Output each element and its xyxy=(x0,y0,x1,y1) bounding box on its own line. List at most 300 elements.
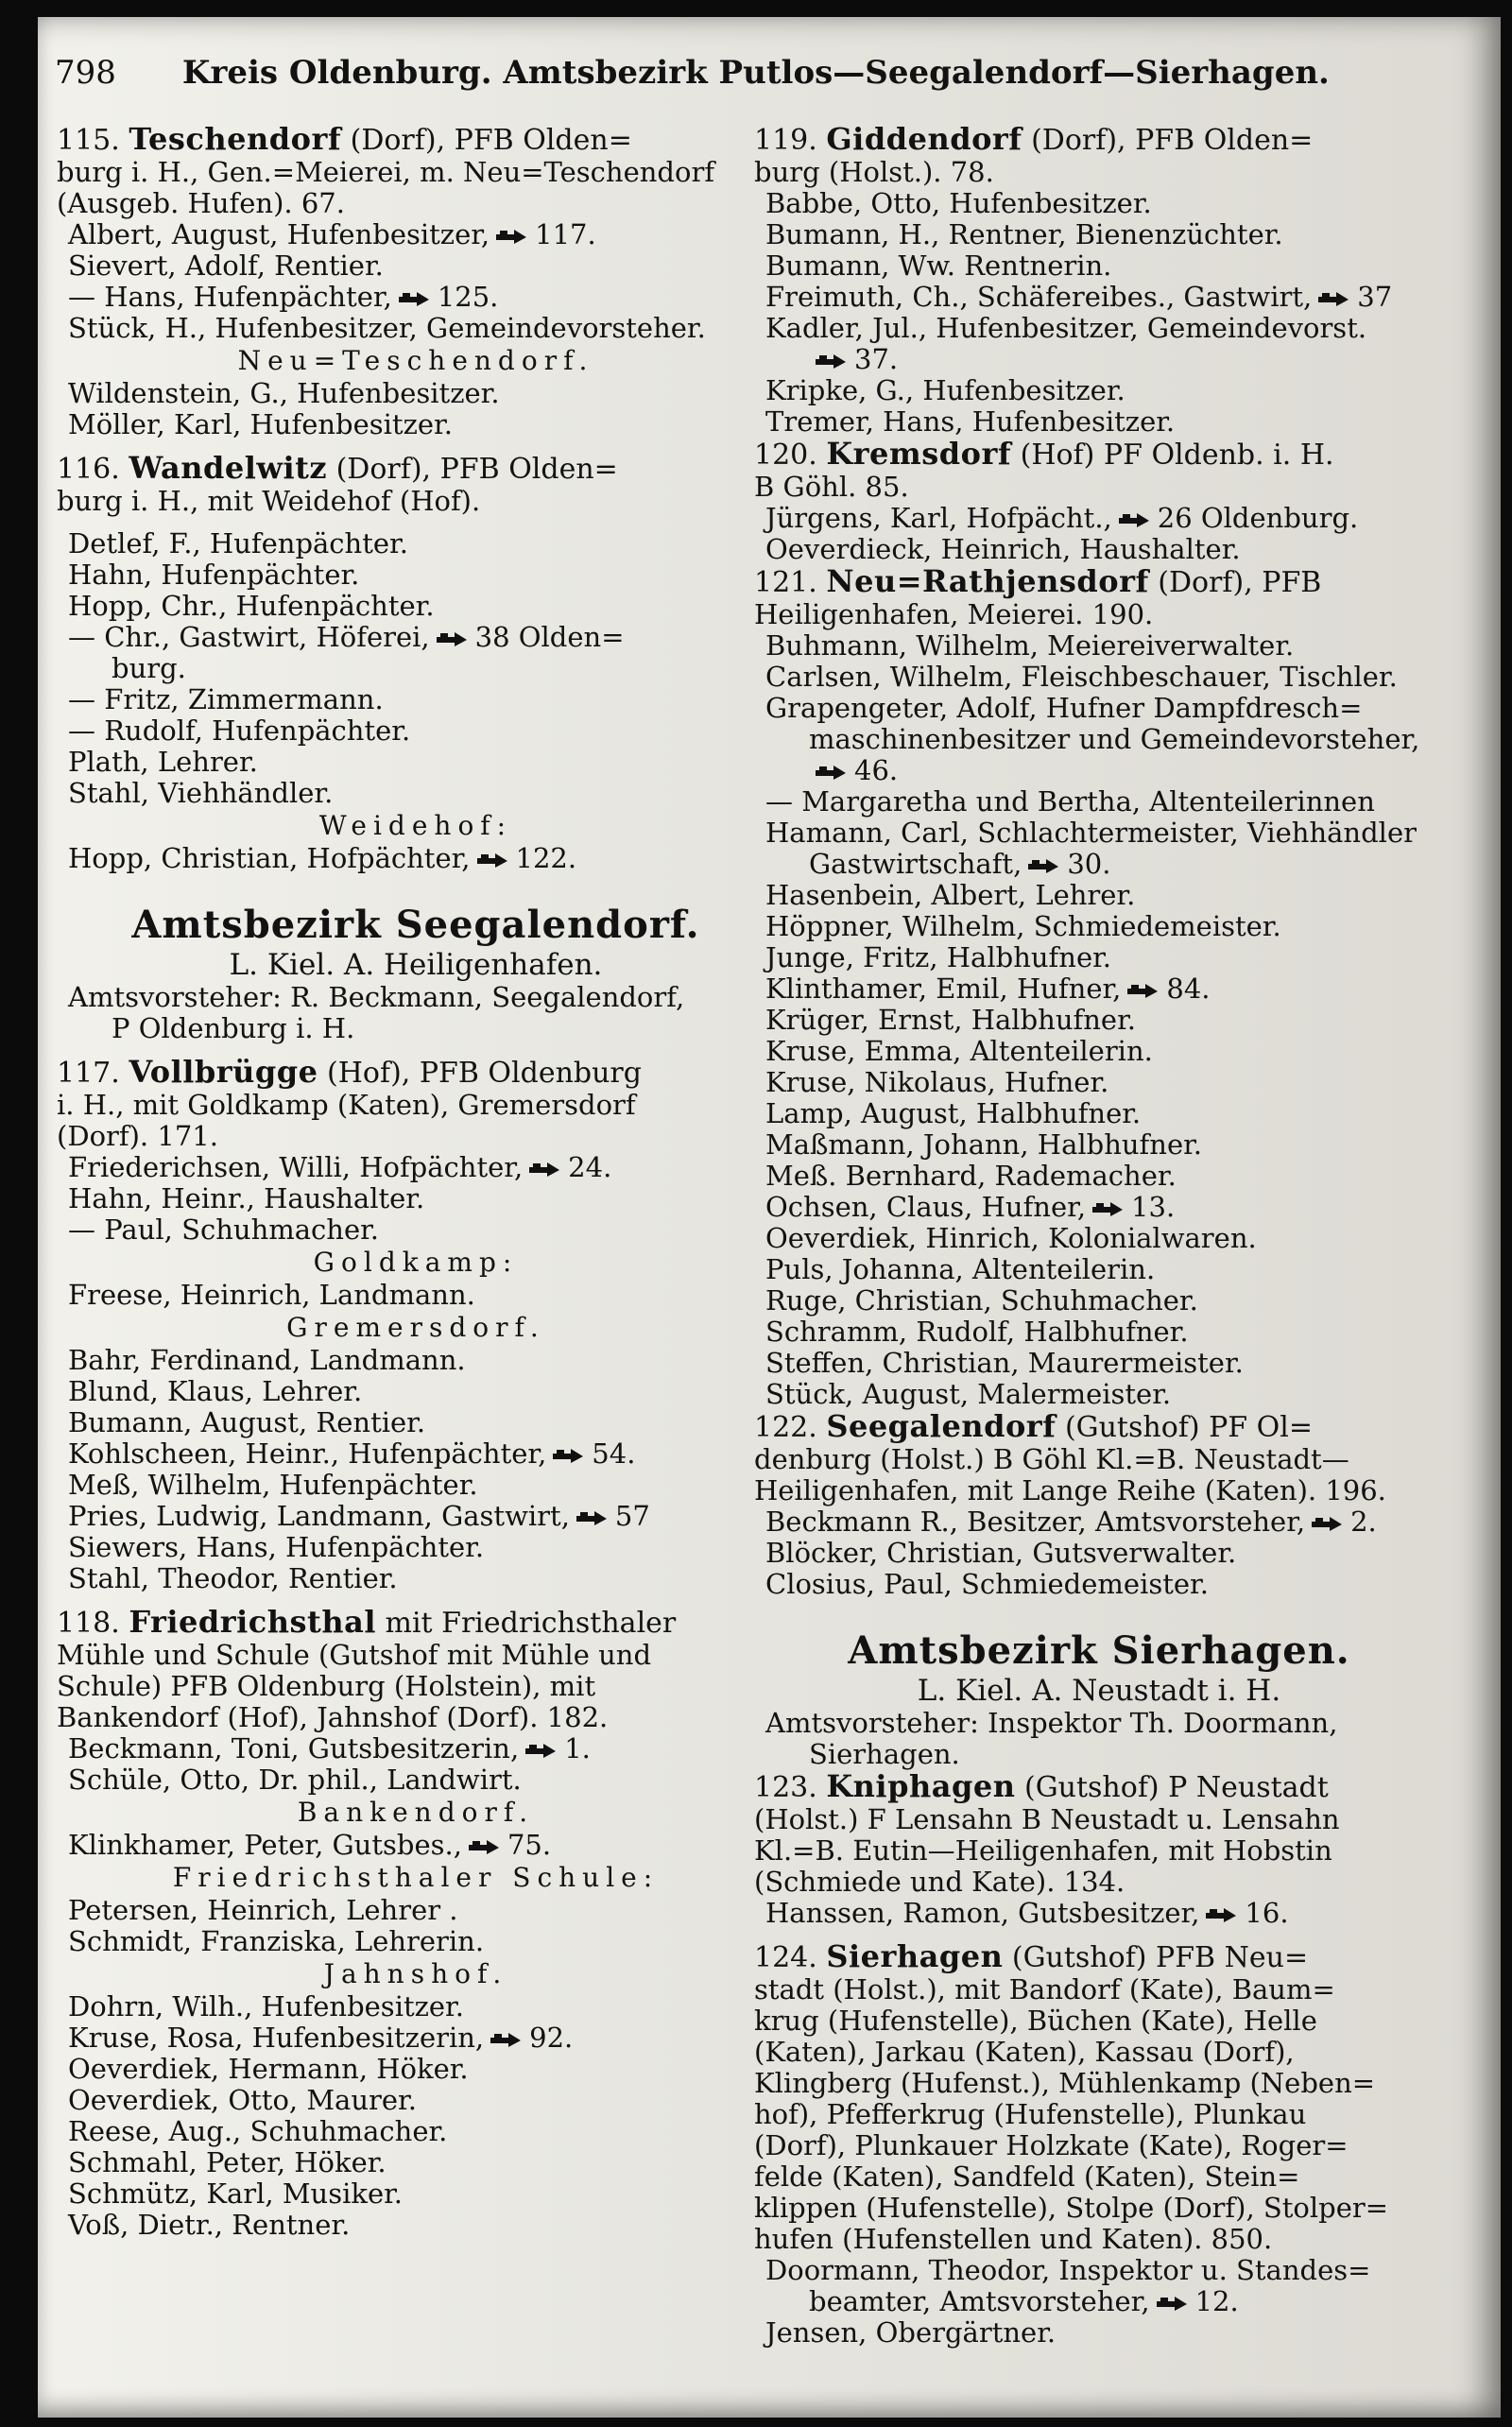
resident-text: — Chr., Gastwirt, Höferei, xyxy=(68,621,430,653)
text: burg i. H., Gen.=Meierei, m. Neu=Teschendorf xyxy=(57,156,715,188)
place-description: (Dorf), PFB Olden= xyxy=(341,124,632,157)
resident-text: Freimuth, Ch., Schäfereibes., Gastwirt, xyxy=(765,281,1313,313)
railway-reference: 84. xyxy=(1166,973,1211,1005)
resident-text: Gastwirtschaft, xyxy=(809,848,1022,880)
locality-subheading xyxy=(57,1246,775,1280)
page-header xyxy=(55,51,1330,96)
railway-station-icon xyxy=(1118,511,1150,528)
place-description: (Dorf), PFB xyxy=(1148,566,1322,599)
resident-entry xyxy=(754,344,1444,375)
resident-text: Siewers, Hans, Hufenpächter. xyxy=(68,1531,485,1563)
place-description-line xyxy=(754,1835,1444,1867)
resident-text: Maßmann, Johann, Halbhufner. xyxy=(765,1128,1203,1161)
place-description-line xyxy=(754,1867,1444,1898)
resident-entry xyxy=(754,1067,1444,1098)
district-heading xyxy=(754,1628,1444,1674)
text: Heiligenhafen, mit Lange Reihe (Katen). 196. xyxy=(754,1474,1386,1506)
resident-entry xyxy=(57,378,775,409)
resident-entry xyxy=(57,250,775,282)
railway-reference: 117. xyxy=(535,218,596,250)
resident-entry xyxy=(754,1192,1444,1223)
text: Jahnshof. xyxy=(323,1958,508,1989)
place-number: 119. xyxy=(754,124,827,157)
left-column xyxy=(57,123,775,2241)
text: B Göhl. 85. xyxy=(754,471,909,503)
resident-entry xyxy=(754,1254,1444,1285)
text: hufen (Hufenstellen und Katen). 850. xyxy=(754,2223,1273,2255)
resident-entry xyxy=(57,1532,775,1563)
text: burg i. H., mit Weidehof (Hof). xyxy=(57,485,481,517)
resident-entry xyxy=(754,1348,1444,1379)
resident-entry xyxy=(754,1898,1444,1929)
railway-reference: 13. xyxy=(1131,1191,1176,1223)
railway-station-icon xyxy=(815,353,847,370)
resident-entry xyxy=(57,843,775,874)
place-number: 121. xyxy=(754,566,827,599)
resident-entry xyxy=(57,409,775,440)
place-heading xyxy=(754,1940,1444,1974)
place-description-line xyxy=(57,486,775,517)
resident-text: Steffen, Christian, Maurermeister. xyxy=(765,1347,1244,1379)
railway-reference: 37 xyxy=(1357,281,1393,313)
resident-text: Höppner, Wilhelm, Schmiedemeister. xyxy=(765,910,1281,942)
resident-text: Krüger, Ernst, Halbhufner. xyxy=(765,1004,1136,1036)
railway-station-icon xyxy=(490,2031,522,2048)
resident-text: Albert, August, Hufenbesitzer, xyxy=(68,218,490,250)
resident-entry xyxy=(754,1506,1444,1538)
resident-entry xyxy=(57,282,775,313)
resident-text: Ruge, Christian, Schuhmacher. xyxy=(765,1284,1198,1317)
resident-entry xyxy=(754,2255,1444,2286)
resident-entry xyxy=(754,1739,1444,1770)
text: burg (Holst.). 78. xyxy=(754,156,994,188)
place-name: Seegalendorf xyxy=(826,1408,1057,1444)
place-name: Wandelwitz xyxy=(129,450,328,486)
resident-entry xyxy=(754,2286,1444,2317)
resident-text: Stück, H., Hufenbesitzer, Gemeindevorsteher. xyxy=(68,312,706,344)
railway-station-icon xyxy=(476,852,508,869)
railway-reference: 125. xyxy=(437,281,499,313)
resident-entry xyxy=(754,534,1444,565)
railway-station-icon xyxy=(1156,2295,1188,2312)
place-description: (Dorf), PFB Olden= xyxy=(1022,124,1314,157)
text: klippen (Hufenstelle), Stolpe (Dorf), Stolper= xyxy=(754,2192,1389,2224)
resident-text: Schmütz, Karl, Musiker. xyxy=(68,2177,404,2210)
locality-subheading xyxy=(57,809,775,843)
text: hof), Pfefferkrug (Hufenstelle), Plunkau xyxy=(754,2098,1307,2130)
resident-text: Junge, Fritz, Halbhufner. xyxy=(765,941,1112,973)
railway-reference: 57 xyxy=(614,1500,650,1532)
text: (Dorf), Plunkauer Holzkate (Kate), Roger= xyxy=(754,2129,1349,2161)
railway-reference: 46. xyxy=(854,754,899,786)
resident-text: Puls, Johanna, Altenteilerin. xyxy=(765,1253,1156,1285)
resident-text: Dohrn, Wilh., Hufenbesitzer. xyxy=(68,1990,464,2022)
text: Mühle und Schule (Gutshof mit Mühle und xyxy=(57,1639,652,1671)
resident-text: Oeverdiek, Hermann, Höker. xyxy=(68,2053,469,2085)
resident-text: — Paul, Schuhmacher. xyxy=(68,1214,380,1246)
place-name: Sierhagen xyxy=(826,1938,1004,1974)
resident-entry xyxy=(754,973,1444,1005)
resident-entry xyxy=(57,1152,775,1183)
place-description-line xyxy=(57,1640,775,1671)
resident-entry xyxy=(754,1708,1444,1739)
resident-text: burg. xyxy=(112,652,186,684)
resident-text: Ochsen, Claus, Hufner, xyxy=(765,1191,1087,1223)
place-name: Neu=Rathjensdorf xyxy=(826,563,1149,599)
railway-station-icon xyxy=(398,290,430,307)
resident-entry xyxy=(754,313,1444,344)
resident-entry xyxy=(57,528,775,559)
resident-entry xyxy=(754,942,1444,973)
resident-entry xyxy=(57,1830,775,1861)
resident-text: Oeverdiek, Hinrich, Kolonialwaren. xyxy=(765,1222,1257,1254)
place-name: Vollbrügge xyxy=(129,1054,318,1090)
resident-entry xyxy=(754,375,1444,406)
resident-text: Babbe, Otto, Hufenbesitzer. xyxy=(765,187,1152,219)
resident-text: Bumann, Ww. Rentnerin. xyxy=(765,250,1112,282)
resident-text: Blund, Klaus, Lehrer. xyxy=(68,1375,363,1407)
resident-entry xyxy=(57,2178,775,2210)
resident-text: Amtsvorsteher: R. Beckmann, Seegalendorf, xyxy=(68,981,685,1013)
place-heading xyxy=(57,1056,775,1090)
railway-station-icon xyxy=(576,1509,608,1526)
railway-station-icon xyxy=(468,1838,500,1855)
resident-text: Sievert, Adolf, Rentier. xyxy=(68,250,384,282)
resident-text: Stück, August, Malermeister. xyxy=(765,1378,1172,1410)
resident-text: Hasenbein, Albert, Lehrer. xyxy=(765,879,1136,911)
resident-entry xyxy=(754,2317,1444,2349)
resident-text: beamter, Amtsvorsteher, xyxy=(809,2285,1150,2317)
resident-text: Meß. Bernhard, Rademacher. xyxy=(765,1160,1177,1192)
resident-entry xyxy=(754,250,1444,282)
resident-entry xyxy=(57,778,775,809)
resident-text: P Oldenburg i. H. xyxy=(112,1012,355,1044)
railway-reference: 24. xyxy=(568,1151,612,1183)
place-description: (Gutshof) PFB Neu= xyxy=(1003,1941,1309,1974)
resident-text: Reese, Aug., Schuhmacher. xyxy=(68,2115,448,2147)
resident-entry xyxy=(754,406,1444,438)
resident-text: Carlsen, Wilhelm, Fleischbeschauer, Tischler. xyxy=(765,661,1398,693)
railway-station-icon xyxy=(528,1161,560,1178)
text: stadt (Holst.), mit Bandorf (Kate), Baum= xyxy=(754,1973,1335,2005)
place-number: 120. xyxy=(754,439,827,472)
text: (Dorf). 171. xyxy=(57,1120,218,1152)
locality-subheading xyxy=(57,1311,775,1345)
place-heading xyxy=(754,1770,1444,1804)
railway-station-icon xyxy=(495,228,527,245)
resident-text: Oeverdiek, Otto, Maurer. xyxy=(68,2084,417,2116)
place-description-line xyxy=(57,1090,775,1121)
place-number: 122. xyxy=(754,1411,827,1444)
place-description: (Dorf), PFB Olden= xyxy=(327,453,618,486)
resident-entry xyxy=(57,1926,775,1957)
resident-text: Buhmann, Wilhelm, Meiereiverwalter. xyxy=(765,629,1295,662)
resident-entry xyxy=(57,2210,775,2241)
text: Heiligenhafen, Meierei. 190. xyxy=(754,598,1154,630)
resident-text: Freese, Heinrich, Landmann. xyxy=(68,1279,475,1311)
text: (Ausgeb. Hufen). 67. xyxy=(57,187,345,219)
resident-entry xyxy=(57,1895,775,1926)
place-description-line xyxy=(754,157,1444,188)
resident-text: Kohlscheen, Heinr., Hufenpächter, xyxy=(68,1437,547,1470)
resident-entry xyxy=(754,1036,1444,1067)
resident-text: Lamp, August, Halbhufner. xyxy=(765,1097,1142,1129)
place-description-line xyxy=(754,1444,1444,1475)
place-description-line xyxy=(754,2037,1444,2068)
resident-text: Meß, Wilhelm, Hufenpächter. xyxy=(68,1469,478,1501)
page-title: Kreis Oldenburg. Amtsbezirk Putlos—Seegalendorf—Sierhagen. xyxy=(181,54,1330,92)
text: Amtsbezirk Seegalendorf. xyxy=(131,903,700,947)
text: Amtsbezirk Sierhagen. xyxy=(848,1628,1350,1673)
resident-text: Jensen, Obergärtner. xyxy=(765,2316,1057,2349)
railway-reference: 75. xyxy=(507,1829,552,1861)
resident-text: Friederichsen, Willi, Hofpächter, xyxy=(68,1151,524,1183)
text: (Holst.) F Lensahn B Neustadt u. Lensahn xyxy=(754,1803,1340,1835)
resident-entry xyxy=(57,2116,775,2147)
resident-entry xyxy=(754,1129,1444,1161)
resident-text: — Rudolf, Hufenpächter. xyxy=(68,714,411,747)
railway-reference: 2. xyxy=(1350,1506,1377,1538)
place-description-line xyxy=(57,1121,775,1152)
resident-entry xyxy=(754,503,1444,534)
place-heading xyxy=(754,438,1444,472)
resident-entry xyxy=(57,747,775,778)
place-description-line xyxy=(754,599,1444,630)
resident-text: Tremer, Hans, Hufenbesitzer. xyxy=(765,405,1176,438)
place-number: 117. xyxy=(57,1057,129,1090)
railway-station-icon xyxy=(436,630,468,647)
text: Friedrichsthaler Schule: xyxy=(172,1862,660,1893)
resident-text: Beckmann, Toni, Gutsbesitzerin, xyxy=(68,1732,520,1764)
resident-text: Wildenstein, G., Hufenbesitzer. xyxy=(68,377,500,409)
railway-reference: 37. xyxy=(854,343,899,375)
text: L. Kiel. A. Heiligenhafen. xyxy=(229,948,603,982)
place-description-line xyxy=(754,1475,1444,1506)
resident-text: Hahn, Hufenpächter. xyxy=(68,559,360,591)
place-name: Kremsdorf xyxy=(826,436,1012,472)
railway-reference: 26 Oldenburg. xyxy=(1157,502,1359,534)
place-description-line xyxy=(754,472,1444,503)
place-description-line xyxy=(754,2005,1444,2037)
place-description-line xyxy=(754,2130,1444,2161)
place-description-line xyxy=(754,1804,1444,1835)
railway-station-icon xyxy=(524,1742,557,1759)
resident-entry xyxy=(57,1280,775,1311)
resident-text: Grapengeter, Adolf, Hufner Dampfdresch= xyxy=(765,692,1363,724)
place-name: Teschendorf xyxy=(129,121,342,157)
place-number: 123. xyxy=(754,1771,827,1804)
railway-station-icon xyxy=(1091,1200,1124,1217)
resident-entry xyxy=(754,849,1444,880)
resident-entry xyxy=(754,724,1444,755)
place-description-line xyxy=(754,2068,1444,2099)
resident-text: Kripke, G., Hufenbesitzer. xyxy=(765,374,1125,406)
place-description-line xyxy=(754,2099,1444,2130)
resident-text: Schramm, Rudolf, Halbhufner. xyxy=(765,1316,1189,1348)
resident-text: maschinenbesitzer und Gemeindevorsteher, xyxy=(809,723,1420,755)
resident-entry xyxy=(754,1538,1444,1569)
resident-entry xyxy=(754,1005,1444,1036)
page-number: 798 xyxy=(55,54,116,92)
railway-reference: 92. xyxy=(529,2022,574,2054)
railway-station-icon xyxy=(552,1447,584,1464)
resident-text: Kruse, Nikolaus, Hufner. xyxy=(765,1066,1109,1098)
railway-reference: 16. xyxy=(1245,1897,1289,1929)
resident-entry xyxy=(754,1317,1444,1348)
resident-entry xyxy=(57,591,775,622)
directory-page xyxy=(38,17,1501,2418)
resident-entry xyxy=(754,1223,1444,1254)
resident-entry xyxy=(57,1376,775,1407)
text: krug (Hufenstelle), Büchen (Kate), Helle xyxy=(754,2005,1317,2037)
resident-text: Closius, Paul, Schmiedemeister. xyxy=(765,1568,1209,1600)
spacer xyxy=(754,1600,1444,1628)
resident-text: Pries, Ludwig, Landmann, Gastwirt, xyxy=(68,1500,570,1532)
resident-entry xyxy=(57,1733,775,1764)
railway-reference: 12. xyxy=(1194,2285,1239,2317)
resident-text: Bahr, Ferdinand, Landmann. xyxy=(68,1344,466,1376)
place-heading xyxy=(754,1410,1444,1444)
text: Neu=Teschendorf. xyxy=(237,345,594,376)
resident-text: Schmahl, Peter, Höker. xyxy=(68,2146,387,2178)
resident-text: Blöcker, Christian, Gutsverwalter. xyxy=(765,1537,1237,1569)
resident-text: — Margaretha und Bertha, Altenteilerinnen xyxy=(765,785,1375,818)
place-description-line xyxy=(754,2161,1444,2193)
railway-reference: 54. xyxy=(592,1437,636,1470)
railway-reference: 122. xyxy=(515,842,577,874)
resident-entry xyxy=(57,1470,775,1501)
resident-entry xyxy=(57,2022,775,2054)
locality-subheading xyxy=(57,1861,775,1895)
text: felde (Katen), Sandfeld (Katen), Stein= xyxy=(754,2160,1300,2193)
district-subheading xyxy=(754,1674,1444,1708)
resident-text: Schmidt, Franziska, Lehrerin. xyxy=(68,1925,485,1957)
resident-entry xyxy=(754,630,1444,662)
railway-reference: 1. xyxy=(564,1732,591,1764)
resident-entry xyxy=(57,2147,775,2178)
resident-entry xyxy=(754,1285,1444,1317)
text: Kl.=B. Eutin—Heiligenhafen, mit Hobstin xyxy=(754,1834,1332,1867)
place-description-line xyxy=(754,2193,1444,2224)
resident-entry xyxy=(57,1183,775,1214)
place-heading xyxy=(57,1606,775,1640)
right-column xyxy=(754,123,1444,2349)
place-name: Friedrichsthal xyxy=(129,1604,376,1640)
place-heading xyxy=(57,452,775,486)
resident-entry xyxy=(754,219,1444,250)
place-description: (Gutshof) PF Ol= xyxy=(1056,1411,1313,1444)
text: Bankendorf (Hof), Jahnshof (Dorf). 182. xyxy=(57,1701,609,1733)
railway-station-icon xyxy=(1205,1906,1237,1923)
text: (Katen), Jarkau (Katen), Kassau (Dorf), xyxy=(754,2036,1295,2068)
resident-entry xyxy=(754,1098,1444,1129)
resident-entry xyxy=(57,2085,775,2116)
district-heading xyxy=(57,903,775,948)
resident-text: Hahn, Heinr., Haushalter. xyxy=(68,1182,425,1214)
resident-entry xyxy=(57,2054,775,2085)
resident-text: Sierhagen. xyxy=(809,1738,960,1770)
place-description-line xyxy=(57,157,775,188)
railway-station-icon xyxy=(815,764,847,781)
railway-station-icon xyxy=(1126,982,1159,999)
resident-text: Klinkhamer, Peter, Gutsbes., xyxy=(68,1829,462,1861)
place-description-line xyxy=(754,1974,1444,2005)
locality-subheading xyxy=(57,1957,775,1991)
place-description-line xyxy=(754,2224,1444,2255)
resident-text: Kruse, Rosa, Hufenbesitzerin, xyxy=(68,2022,485,2054)
place-name: Giddendorf xyxy=(826,121,1022,157)
resident-text: Stahl, Viehhändler. xyxy=(68,777,334,809)
resident-text: Hanssen, Ramon, Gutsbesitzer, xyxy=(765,1897,1200,1929)
railway-station-icon xyxy=(1311,1515,1343,1532)
resident-entry xyxy=(754,282,1444,313)
resident-text: Oeverdieck, Heinrich, Haushalter. xyxy=(765,533,1241,565)
resident-entry xyxy=(57,559,775,591)
resident-entry xyxy=(57,1214,775,1246)
text: denburg (Holst.) B Göhl Kl.=B. Neustadt— xyxy=(754,1443,1349,1475)
text: Schule) PFB Oldenburg (Holstein), mit xyxy=(57,1670,596,1702)
resident-entry xyxy=(57,1764,775,1796)
resident-text: Beckmann R., Besitzer, Amtsvorsteher, xyxy=(765,1506,1306,1538)
text: L. Kiel. A. Neustadt i. H. xyxy=(917,1674,1281,1708)
place-name: Kniphagen xyxy=(826,1768,1016,1804)
resident-entry xyxy=(57,622,775,653)
resident-entry xyxy=(57,715,775,747)
place-description-line xyxy=(57,1671,775,1702)
resident-entry xyxy=(754,880,1444,911)
resident-text: Jürgens, Karl, Hofpächt., xyxy=(765,502,1112,534)
resident-entry xyxy=(57,1013,775,1044)
place-number: 124. xyxy=(754,1941,827,1974)
resident-entry xyxy=(57,1563,775,1594)
place-number: 116. xyxy=(57,453,129,486)
resident-entry xyxy=(57,982,775,1013)
resident-text: Schüle, Otto, Dr. phil., Landwirt. xyxy=(68,1764,522,1796)
railway-reference: 38 Olden= xyxy=(474,621,625,653)
resident-text: Bumann, August, Rentier. xyxy=(68,1406,426,1438)
railway-station-icon xyxy=(1317,290,1349,307)
resident-text: Hamann, Carl, Schlachtermeister, Viehhändler xyxy=(765,817,1417,849)
resident-text: Voß, Dietr., Rentner. xyxy=(68,2209,351,2241)
text: Gremersdorf. xyxy=(286,1312,545,1343)
locality-subheading xyxy=(57,344,775,378)
resident-text: Hopp, Christian, Hofpächter, xyxy=(68,842,471,874)
resident-entry xyxy=(57,1345,775,1376)
resident-entry xyxy=(57,313,775,344)
resident-entry xyxy=(754,755,1444,786)
resident-text: Kadler, Jul., Hufenbesitzer, Gemeindevorst. xyxy=(765,312,1367,344)
text: Bankendorf. xyxy=(297,1797,535,1828)
resident-text: Amtsvorsteher: Inspektor Th. Doormann, xyxy=(765,1707,1338,1739)
place-heading xyxy=(754,565,1444,599)
resident-entry xyxy=(57,1501,775,1532)
resident-entry xyxy=(754,693,1444,724)
resident-entry xyxy=(754,188,1444,219)
resident-entry xyxy=(754,662,1444,693)
resident-text: Plath, Lehrer. xyxy=(68,746,258,778)
place-description-line xyxy=(57,188,775,219)
place-description: (Hof) PF Oldenb. i. H. xyxy=(1011,439,1334,472)
place-description: (Hof), PFB Oldenburg xyxy=(318,1057,642,1090)
resident-text: Doormann, Theodor, Inspektor u. Standes= xyxy=(765,2254,1371,2286)
resident-text: Kruse, Emma, Altenteilerin. xyxy=(765,1035,1153,1067)
resident-entry xyxy=(754,1161,1444,1192)
railway-reference: 30. xyxy=(1067,848,1111,880)
place-number: 115. xyxy=(57,124,129,157)
text: Klingberg (Hufenst.), Mühlenkamp (Neben= xyxy=(754,2067,1376,2099)
district-subheading xyxy=(57,948,775,982)
resident-text: Bumann, H., Rentner, Bienenzüchter. xyxy=(765,218,1283,250)
